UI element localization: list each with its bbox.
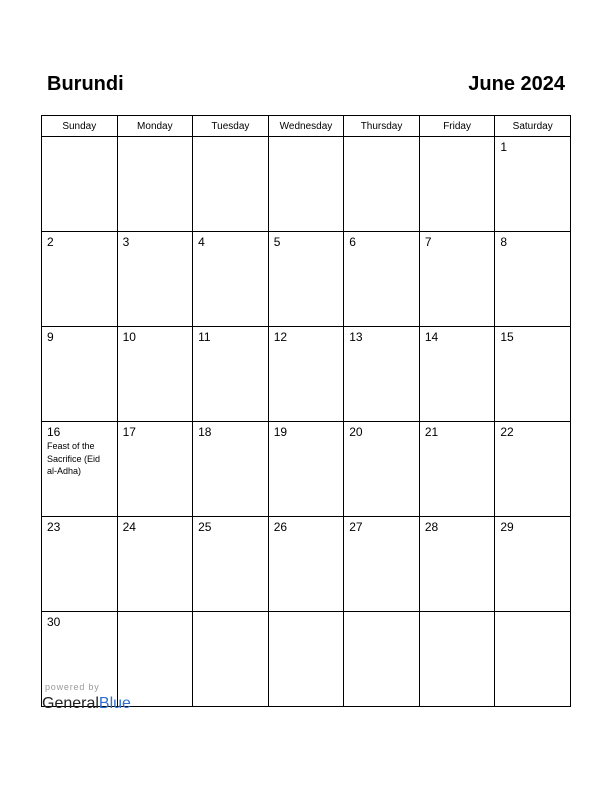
day-number: 18 [198, 425, 212, 439]
day-cell [419, 327, 495, 422]
country-title: Burundi [47, 73, 124, 95]
day-cell [419, 517, 495, 612]
day-number: 24 [122, 520, 136, 534]
day-cell [117, 517, 193, 612]
day-cell [42, 232, 118, 327]
week-row [42, 612, 571, 707]
day-cell [117, 137, 193, 232]
powered-by-text: powered by [45, 682, 100, 692]
weekday-header: Monday [117, 116, 193, 137]
day-number: 21 [424, 425, 439, 439]
brand-blue: Blue [98, 695, 131, 712]
weekday-header: Friday [419, 116, 495, 137]
day-cell [419, 232, 495, 327]
day-cell [42, 422, 118, 517]
day-number: 17 [122, 425, 136, 439]
day-cell [344, 327, 420, 422]
day-cell [193, 327, 269, 422]
day-number: 28 [424, 520, 439, 534]
day-cell [42, 517, 118, 612]
day-number: 10 [122, 330, 136, 344]
day-number: 23 [47, 520, 61, 534]
holiday-label: Feast of the Sacrifice (Eid al-Adha) [47, 441, 101, 476]
day-number: 7 [424, 235, 432, 249]
day-cell [193, 232, 269, 327]
day-number: 14 [424, 330, 439, 344]
day-number: 5 [273, 235, 281, 249]
day-cell [344, 422, 420, 517]
day-number: 13 [349, 330, 363, 344]
weekday-header: Wednesday [268, 116, 344, 137]
day-cell [495, 232, 571, 327]
day-number: 30 [47, 615, 61, 629]
day-number: 3 [122, 235, 130, 249]
day-cell [193, 137, 269, 232]
day-cell [268, 517, 344, 612]
day-cell [42, 612, 118, 707]
day-cell [268, 422, 344, 517]
day-number: 16 [47, 425, 61, 439]
day-cell [193, 422, 269, 517]
calendar-grid [41, 115, 571, 707]
brand-general: General [42, 695, 99, 712]
day-cell [42, 327, 118, 422]
day-cell [419, 137, 495, 232]
day-number: 6 [349, 235, 356, 249]
week-row [42, 517, 571, 612]
day-cell [495, 422, 571, 517]
weekday-header: Tuesday [193, 116, 269, 137]
day-number: 4 [198, 235, 205, 249]
day-cell [495, 517, 571, 612]
day-cell [117, 232, 193, 327]
day-number: 20 [349, 425, 363, 439]
week-row [42, 232, 571, 327]
day-cell [117, 612, 193, 707]
day-number: 2 [47, 235, 54, 249]
day-number: 15 [500, 330, 514, 344]
day-number: 27 [349, 520, 363, 534]
weekday-header: Thursday [344, 116, 420, 137]
weekday-header: Saturday [495, 116, 571, 137]
day-cell [495, 327, 571, 422]
week-row [42, 422, 571, 517]
day-cell [344, 612, 420, 707]
day-cell [495, 612, 571, 707]
day-number: 1 [500, 140, 508, 154]
day-number: 12 [273, 330, 288, 344]
day-cell [268, 612, 344, 707]
day-number: 11 [198, 330, 211, 344]
day-cell [193, 612, 269, 707]
day-cell [344, 232, 420, 327]
day-number: 25 [198, 520, 212, 534]
day-cell [495, 137, 571, 232]
day-cell [419, 612, 495, 707]
day-cell [268, 327, 344, 422]
day-number: 19 [273, 425, 288, 439]
weekday-header: Sunday [42, 116, 118, 137]
day-number: 9 [47, 330, 54, 344]
week-row [42, 137, 571, 232]
day-cell [117, 327, 193, 422]
month-year-title: June 2024 [468, 73, 565, 95]
day-number: 8 [500, 235, 508, 249]
day-cell [344, 137, 420, 232]
day-cell [117, 422, 193, 517]
weekday-header-row [42, 116, 571, 137]
day-number: 26 [273, 520, 288, 534]
day-cell [419, 422, 495, 517]
week-row [42, 327, 571, 422]
generalblue-logo[interactable] [42, 694, 131, 714]
day-cell [42, 137, 118, 232]
day-cell [268, 137, 344, 232]
day-number: 22 [500, 425, 514, 439]
day-cell [268, 232, 344, 327]
day-cell [193, 517, 269, 612]
day-number: 29 [500, 520, 514, 534]
day-cell [344, 517, 420, 612]
